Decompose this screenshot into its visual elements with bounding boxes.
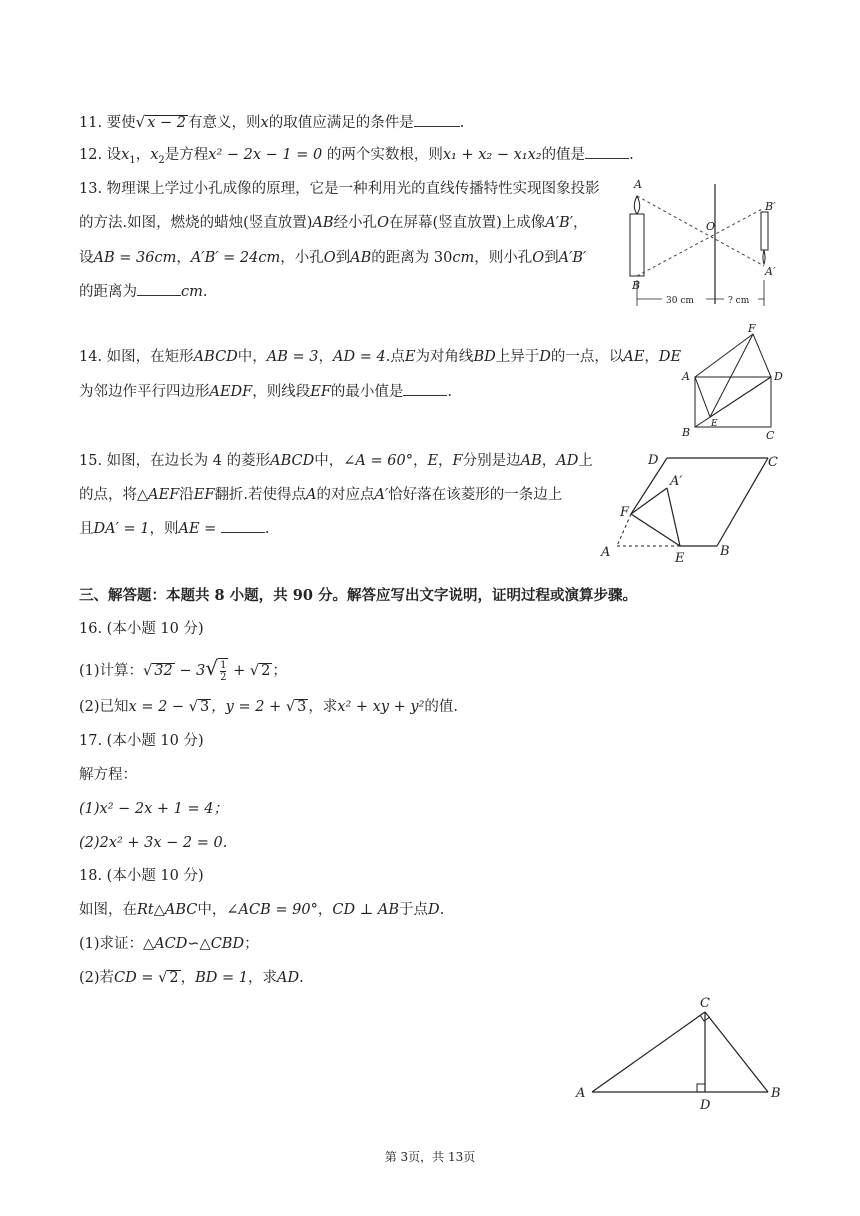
label-d: D bbox=[774, 370, 783, 383]
segment-af bbox=[695, 334, 753, 377]
q15-l3b: ，则 bbox=[149, 521, 179, 537]
q18-heading: 18. (本小题 10 分) bbox=[79, 868, 204, 884]
q14-l1a: 14. 如图，在矩形 bbox=[79, 349, 194, 365]
q15-line3 bbox=[79, 519, 270, 539]
label-c: C bbox=[766, 429, 775, 442]
q18-p1a: (1)求证： bbox=[79, 936, 144, 952]
q15-a: A bbox=[306, 487, 317, 503]
q14-l2d: . bbox=[447, 384, 453, 400]
q14-ae: AE bbox=[623, 349, 645, 365]
q13-l2b: 经小孔 bbox=[333, 215, 378, 231]
q15-ae: AE bbox=[178, 521, 200, 537]
q13-line4 bbox=[79, 282, 207, 302]
q15-l1c: ， bbox=[412, 453, 428, 469]
q18-l1a: 如图，在 bbox=[79, 902, 137, 918]
label-a: A bbox=[682, 370, 690, 383]
q13-apbp2: A′B′ bbox=[558, 250, 587, 266]
q18-ad: AD bbox=[277, 970, 300, 986]
q13-l4b: . bbox=[202, 284, 208, 300]
q16-frac bbox=[218, 658, 228, 684]
q15-l1d: ， bbox=[438, 453, 453, 469]
q17-part2: (2)2x² + 3x − 2 = 0. bbox=[79, 835, 228, 851]
q12-equation: x² − 2x − 1 = 0 bbox=[208, 147, 323, 163]
q13-l3g: 到 bbox=[544, 250, 559, 266]
q15-line2 bbox=[79, 485, 562, 505]
q16-sqrt32: 32 bbox=[154, 663, 173, 679]
q14-ef: EF bbox=[310, 384, 331, 400]
label-b: B bbox=[720, 544, 730, 559]
rectangle-figure bbox=[678, 322, 790, 444]
q18-triangle: Rt△ABC bbox=[137, 902, 198, 918]
q15-l2e: 恰好落在该菱形的一条边上 bbox=[388, 487, 563, 503]
q12-expression: x₁ + x₂ − x₁x₂ bbox=[442, 147, 542, 163]
side-cb bbox=[717, 458, 768, 546]
q15-l2d: 的对应点 bbox=[316, 487, 375, 503]
q13-l2d: ， bbox=[573, 215, 588, 231]
q15-dap: DA′ = 1 bbox=[93, 521, 150, 537]
question-11: 11. 要使√ x − 2 有意义，则x的取值应满足的条件是 . bbox=[79, 113, 465, 131]
label-b-prime: B′ bbox=[765, 200, 776, 213]
q16-sqrt3a: 3 bbox=[199, 699, 210, 715]
label-d: D bbox=[700, 1098, 711, 1110]
label-d: D bbox=[648, 453, 659, 468]
candle-flame bbox=[634, 196, 639, 214]
q13-l3d: 到 bbox=[335, 250, 351, 266]
label-c: C bbox=[768, 455, 778, 470]
label-unknown-cm: ? cm bbox=[728, 296, 750, 306]
q13-l2a: 的方法.如图，燃烧的蜡烛(竖直放置) bbox=[79, 215, 313, 231]
q15-ad: AD bbox=[556, 453, 579, 469]
q15-f: F bbox=[452, 453, 463, 469]
q17-part1: (1)x² − 2x + 1 = 4； bbox=[79, 801, 228, 817]
q13-line2 bbox=[79, 213, 588, 233]
q13-l3a: 设 bbox=[79, 250, 94, 266]
q16-x-def: x = 2 − bbox=[128, 699, 189, 715]
q14-abcd: ABCD bbox=[193, 349, 238, 365]
q12-comma: ， bbox=[135, 147, 151, 163]
segment-de bbox=[710, 377, 771, 417]
q15-ab: AB bbox=[520, 453, 542, 469]
candle-body bbox=[630, 214, 644, 276]
q16-minus3: − 3 bbox=[174, 663, 206, 679]
q17-intro: 解方程： bbox=[79, 767, 137, 783]
q14-l1c: ， bbox=[318, 349, 334, 365]
q16-sqrt2: 2 bbox=[261, 663, 271, 679]
q13-eq1: AB = 36cm bbox=[93, 250, 177, 266]
q14-answer-blank[interactable] bbox=[403, 383, 447, 396]
q15-l3a: 且 bbox=[79, 521, 94, 537]
q14-l1d: .点 bbox=[385, 349, 405, 365]
q18-bd: BD = 1 bbox=[195, 970, 248, 986]
q12-period: . bbox=[629, 147, 634, 163]
q15-l1a: 15. 如图，在边长为 4 的菱形 bbox=[79, 453, 271, 469]
q13-l4a: 的距离为 bbox=[79, 284, 137, 300]
label-f: F bbox=[748, 322, 756, 335]
q11-answer-blank[interactable] bbox=[414, 114, 460, 127]
q16-expr: x² + xy + y² bbox=[337, 699, 425, 715]
q13-o3: O bbox=[532, 250, 545, 266]
q18-p2e: ，求 bbox=[248, 970, 277, 986]
q16-y-def: ，y = 2 + bbox=[211, 699, 286, 715]
q15-l1f: ， bbox=[541, 453, 557, 469]
section-3-heading: 三、解答题：本题共 8 小题，共 90 分。解答应写出文字说明，证明过程或演算步骤。 bbox=[79, 587, 637, 604]
q15-abcd: ABCD bbox=[270, 453, 315, 469]
label-o: O bbox=[706, 220, 716, 233]
page-footer: 第 3页，共 13页 bbox=[384, 1150, 476, 1164]
q13-l3e: 的距离为 30 bbox=[371, 250, 453, 266]
q18-p1c: ； bbox=[244, 936, 259, 952]
label-c: C bbox=[700, 996, 710, 1011]
q13-line3 bbox=[79, 248, 586, 268]
segment-apE bbox=[667, 488, 680, 546]
q14-ad4: AD = 4 bbox=[333, 349, 386, 365]
label-30cm: 30 cm bbox=[666, 296, 694, 306]
q15-angle: ∠A = 60° bbox=[343, 453, 413, 469]
fold-line-ef bbox=[631, 514, 680, 546]
q13-l3f: ，则小孔 bbox=[474, 250, 533, 266]
label-f: F bbox=[620, 505, 630, 520]
label-e: E bbox=[675, 551, 685, 566]
q13-cm: cm bbox=[452, 250, 475, 266]
q14-e: E bbox=[404, 349, 416, 365]
ray-2 bbox=[637, 208, 764, 276]
q13-o: O bbox=[377, 215, 389, 231]
label-a-prime: A′ bbox=[670, 474, 683, 489]
q15-l2b: 沿 bbox=[179, 487, 194, 503]
q14-bd: BD bbox=[473, 349, 496, 365]
label-a-prime: A′ bbox=[765, 265, 776, 278]
label-b: B bbox=[682, 426, 691, 439]
q18-l1i: . bbox=[439, 902, 445, 918]
label-a: A bbox=[634, 178, 642, 191]
q12-text: 12. 设 bbox=[79, 147, 122, 163]
q15-l1b: 中， bbox=[314, 453, 344, 469]
q12-x1: $x_1$ bbox=[121, 147, 136, 166]
q12-answer-blank[interactable] bbox=[585, 146, 629, 159]
q16-p1-label: (1)计算： bbox=[79, 663, 144, 679]
q18-angle: ∠ACB = 90° bbox=[226, 902, 318, 918]
q13-l3c: ，小孔 bbox=[280, 250, 324, 266]
q14-l2c: 的最小值是 bbox=[330, 384, 404, 400]
q18-cd: CD = bbox=[114, 970, 159, 986]
q14-l1e: 为对角线 bbox=[415, 349, 474, 365]
q14-l1h: ， bbox=[644, 349, 659, 365]
label-e: E bbox=[711, 419, 718, 429]
q12-x2: $x_2$ bbox=[150, 147, 165, 166]
label-b: B bbox=[632, 279, 641, 292]
q12-text-e: 的值是 bbox=[541, 147, 586, 163]
right-angle-d bbox=[697, 1084, 705, 1092]
q14-l2a: 为邻边作平行四边形 bbox=[79, 384, 210, 400]
q15-answer-blank[interactable] bbox=[221, 520, 265, 533]
q15-l1e: 分别是边 bbox=[462, 453, 521, 469]
question-12 bbox=[79, 145, 634, 165]
q15-l1g: 上 bbox=[578, 453, 593, 469]
q13-l3b: ， bbox=[176, 250, 191, 266]
q14-aedf: AEDF bbox=[209, 384, 253, 400]
q15-l3d: . bbox=[264, 521, 270, 537]
segment-fap bbox=[631, 488, 667, 514]
q13-l2c: 在屏幕(竖直放置)上成像 bbox=[388, 215, 546, 231]
q14-l1b: 中， bbox=[237, 349, 267, 365]
right-triangle-figure bbox=[570, 992, 790, 1110]
q11-text-b: 有意义，则 bbox=[188, 115, 261, 131]
q13-o2: O bbox=[323, 250, 336, 266]
image-flame bbox=[763, 250, 765, 264]
q18-p2c: ， bbox=[180, 970, 196, 986]
q14-l2b: ，则线段 bbox=[252, 384, 311, 400]
q18-similar: △ACD∽△CBD bbox=[143, 936, 245, 952]
q16-p2-label: (2)已知 bbox=[79, 699, 129, 715]
q16-part2: (2)已知x = 2 − √ 3 ，y = 2 + √ 3 ，求x² + xy + y²的值. bbox=[79, 699, 459, 715]
q13-ab: AB bbox=[312, 215, 334, 231]
q11-radicand: x − 2 bbox=[147, 115, 187, 131]
q17-heading: 17. (本小题 10 分) bbox=[79, 733, 204, 749]
candle-pinhole-figure bbox=[622, 176, 787, 314]
q16-frac-den: 2 bbox=[220, 672, 227, 683]
q15-e: E bbox=[427, 453, 439, 469]
q14-ab3: AB = 3 bbox=[266, 349, 319, 365]
q15-ap: A′ bbox=[374, 487, 389, 503]
q18-sqrt2: 2 bbox=[169, 970, 179, 986]
q13-line1: 13. 物理课上学过小孔成像的原理，它是一种利用光的直线传播特性实现图象投影 bbox=[79, 181, 600, 197]
q18-line1 bbox=[79, 900, 444, 920]
segment-ae bbox=[695, 377, 710, 417]
q16-frac-num: 1 bbox=[220, 660, 227, 671]
q15-aef: △AEF bbox=[137, 487, 180, 503]
q15-l2c: 翻折.若使得点 bbox=[214, 487, 307, 503]
q14-l1g: 的一点，以 bbox=[550, 349, 624, 365]
q18-part2: (2)若CD = √ 2 ，BD = 1，求AD. bbox=[79, 970, 304, 986]
ray-1 bbox=[637, 196, 764, 266]
rhombus-figure bbox=[598, 448, 790, 570]
label-a: A bbox=[601, 545, 611, 560]
q14-d: D bbox=[539, 349, 551, 365]
q13-answer-blank[interactable] bbox=[137, 283, 181, 296]
side-ac bbox=[592, 1012, 705, 1092]
label-b: B bbox=[771, 1086, 781, 1101]
q18-l1e: ， bbox=[317, 902, 333, 918]
q18-part1 bbox=[79, 934, 259, 954]
q18-p2a: (2)若 bbox=[79, 970, 115, 986]
q14-line2 bbox=[79, 382, 452, 402]
q16-sqrt3b: 3 bbox=[297, 699, 307, 715]
q14-l1f: 上异于 bbox=[495, 349, 540, 365]
q18-p2g: . bbox=[299, 970, 304, 986]
q13-eq2: A′B′ = 24cm bbox=[190, 250, 281, 266]
q11-period: . bbox=[459, 115, 465, 131]
q18-perp: CD ⊥ AB bbox=[332, 902, 400, 918]
q18-l1c: 中， bbox=[197, 902, 227, 918]
q16-p2b: ，求 bbox=[308, 699, 338, 715]
q18-d: D bbox=[428, 902, 440, 918]
side-cb bbox=[705, 1012, 768, 1092]
image-candle bbox=[761, 212, 768, 250]
q14-de: DE bbox=[658, 349, 682, 365]
q15-l2a: 的点，将 bbox=[79, 487, 137, 503]
q11-text-c: 的取值应满足的条件是 bbox=[268, 115, 414, 131]
q13-ab2: AB bbox=[350, 250, 372, 266]
q11-text: 11. 要使 bbox=[79, 115, 136, 131]
q16-plus: + bbox=[228, 663, 250, 679]
q16-part1: (1)计算：√ 32 − 3√ $\frac{1}{2}$ + √ 2 ； bbox=[79, 656, 287, 683]
q16-p2c: 的值. bbox=[424, 699, 459, 715]
q12-text-d: 的两个实数根，则 bbox=[322, 147, 443, 163]
q13-apbp: A′B′ bbox=[545, 215, 573, 231]
q12-text-c: 是方程 bbox=[164, 147, 209, 163]
label-a: A bbox=[576, 1086, 586, 1101]
segment-ef bbox=[710, 334, 753, 417]
q11-x: x bbox=[260, 115, 269, 131]
q16-heading: 16. (本小题 10 分) bbox=[79, 621, 204, 637]
q15-line1 bbox=[79, 451, 593, 471]
q18-l1g: 于点 bbox=[399, 902, 429, 918]
q14-line1 bbox=[79, 347, 681, 367]
q15-ef: EF bbox=[193, 487, 215, 503]
q15-eq: = bbox=[204, 521, 217, 537]
q13-cm2: cm bbox=[181, 284, 203, 300]
segment-df bbox=[753, 334, 771, 377]
q16-semicolon: ； bbox=[272, 663, 287, 679]
